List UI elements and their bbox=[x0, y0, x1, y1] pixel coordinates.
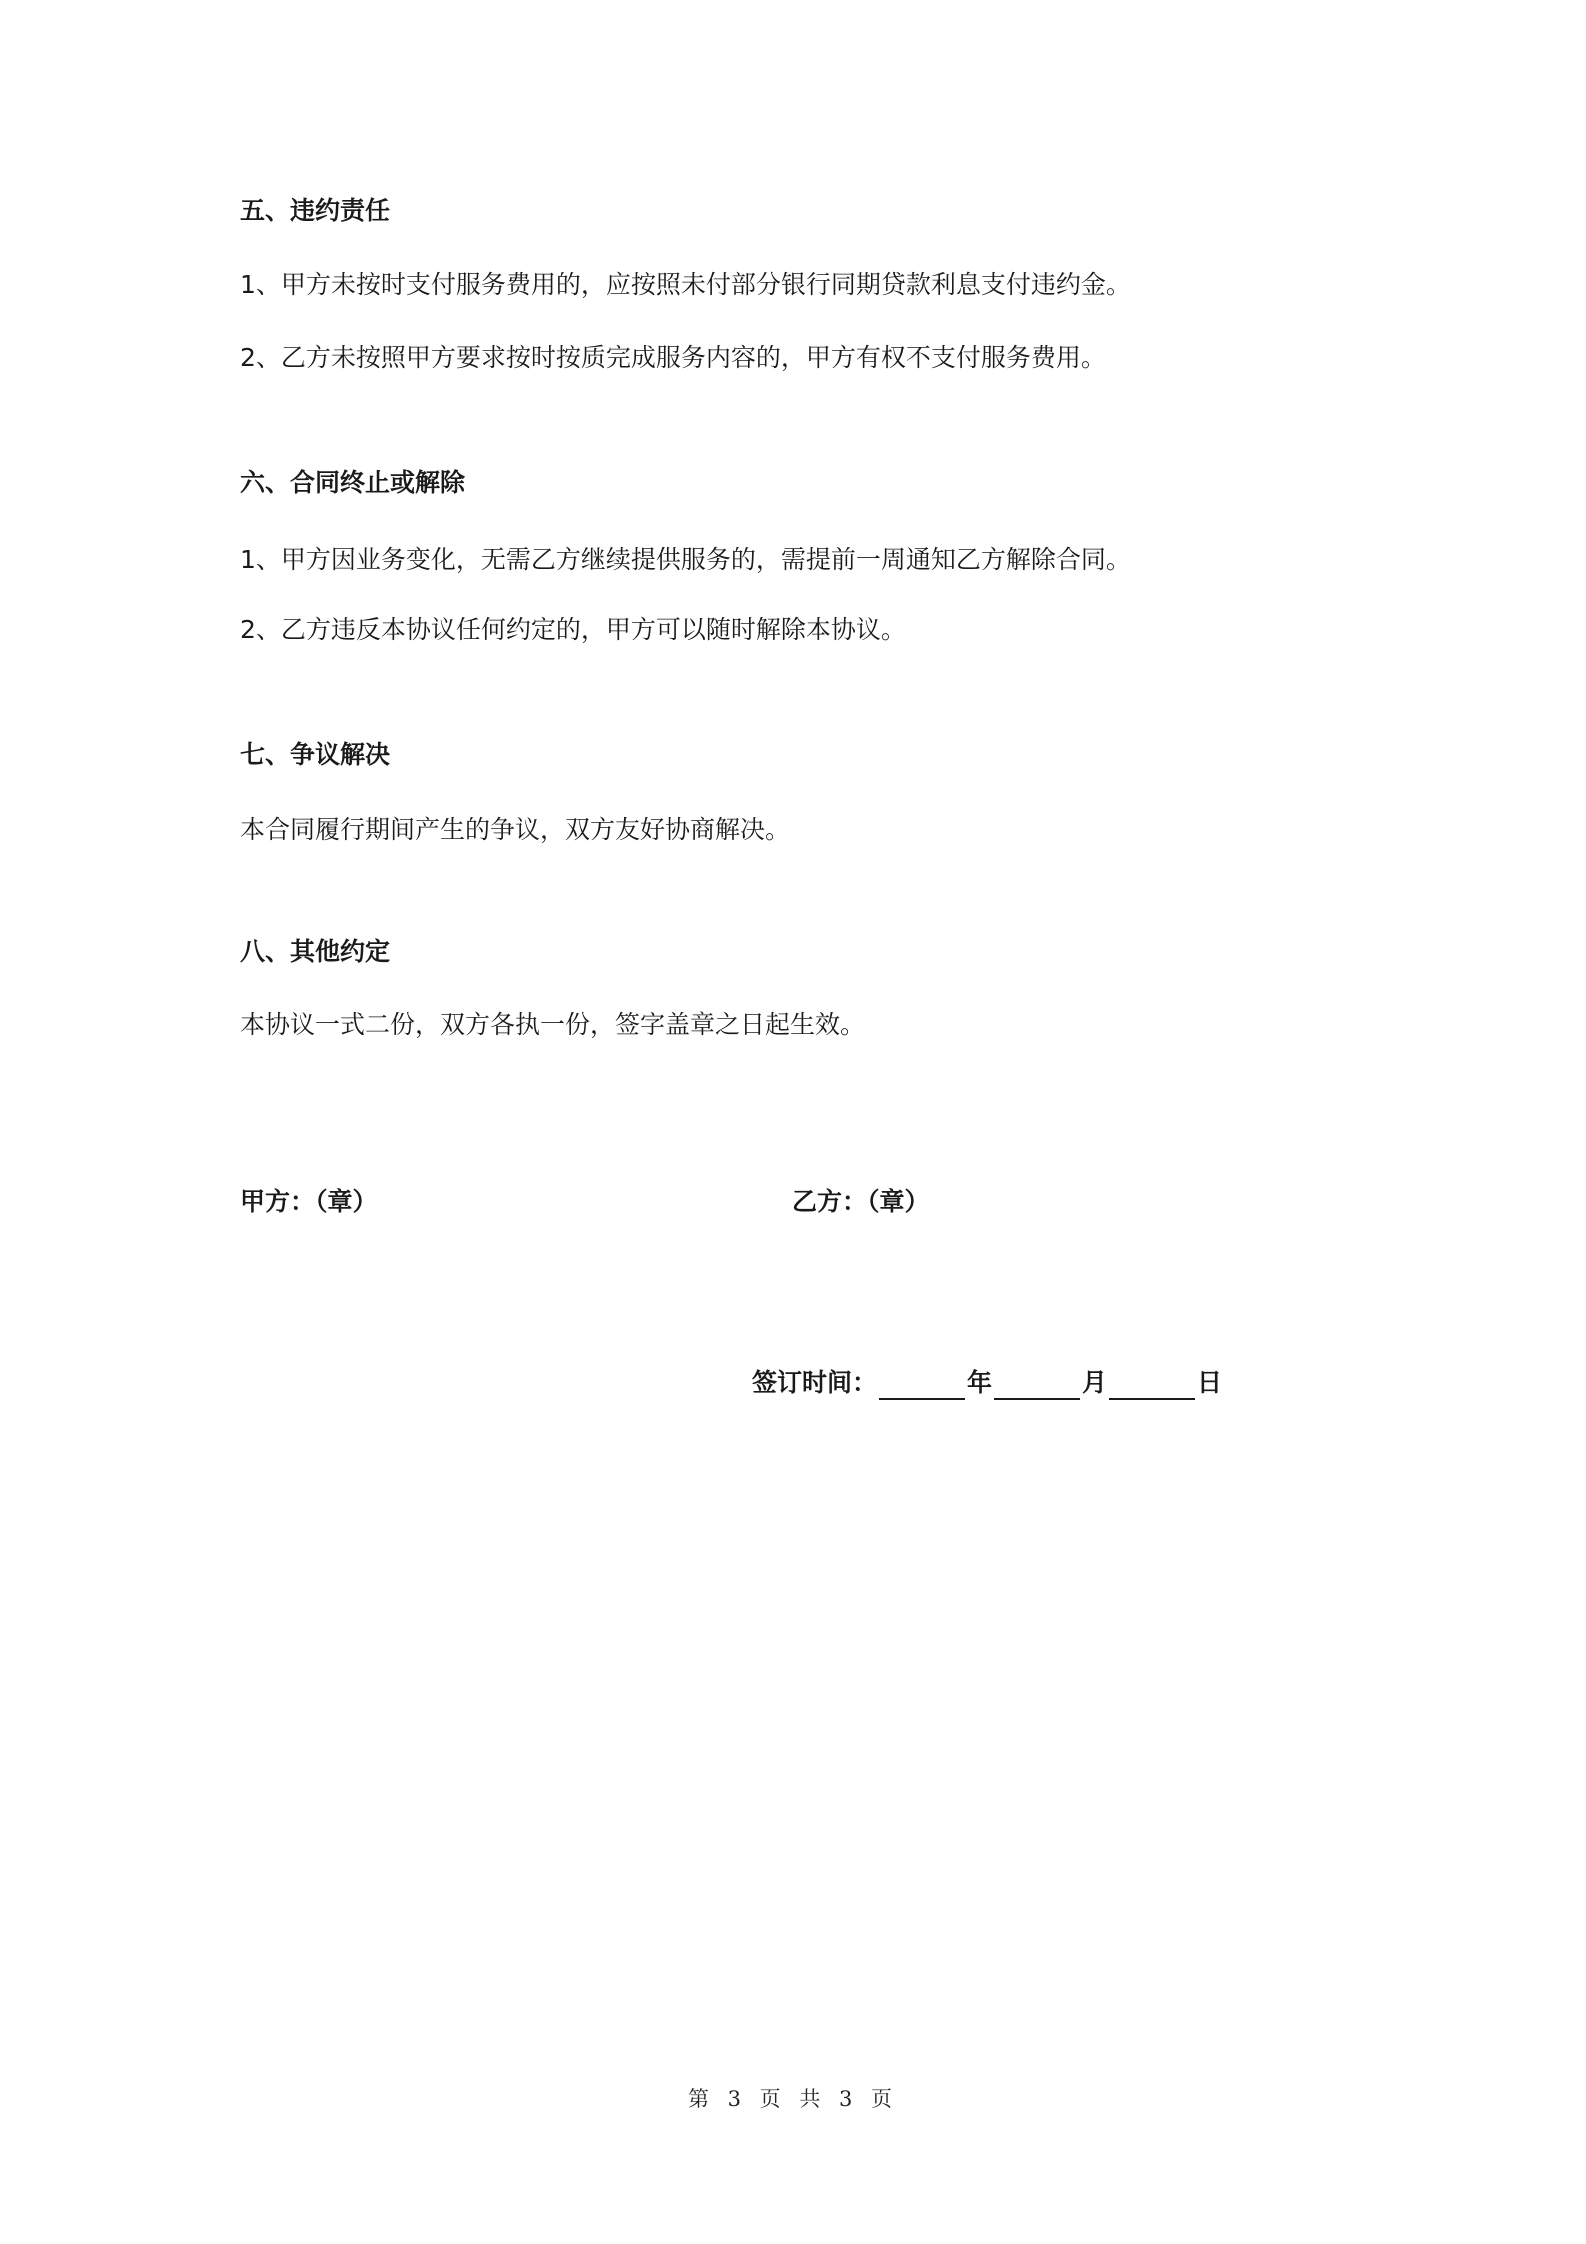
clause-breach-2: 2、乙方未按照甲方要求按时按质完成服务内容的，甲方有权不支付服务费用。 bbox=[240, 343, 1106, 372]
page-footer: 第 3 页 共 3 页 bbox=[687, 2087, 899, 2111]
party-a-signature: 甲方：（章） bbox=[240, 1187, 378, 1216]
year-label: 年 bbox=[967, 1368, 993, 1397]
day-label: 日 bbox=[1197, 1368, 1223, 1397]
clause-termination-1: 1、甲方因业务变化，无需乙方继续提供服务的，需提前一周通知乙方解除合同。 bbox=[240, 545, 1131, 574]
clause-other-1: 本协议一式二份，双方各执一份，签字盖章之日起生效。 bbox=[240, 1010, 866, 1039]
section-heading-breach: 五、违约责任 bbox=[240, 196, 391, 225]
day-blank bbox=[1109, 1372, 1195, 1400]
section-heading-other: 八、其他约定 bbox=[240, 937, 391, 966]
party-b-signature: 乙方：（章） bbox=[792, 1187, 930, 1216]
section-heading-dispute: 七、争议解决 bbox=[240, 740, 391, 769]
signing-date-row bbox=[752, 1366, 1222, 1400]
year-blank bbox=[879, 1372, 965, 1400]
signing-date-label: 签订时间： bbox=[752, 1368, 878, 1397]
month-blank bbox=[994, 1372, 1080, 1400]
clause-dispute-1: 本合同履行期间产生的争议，双方友好协商解决。 bbox=[240, 815, 791, 844]
clause-termination-2: 2、乙方违反本协议任何约定的，甲方可以随时解除本协议。 bbox=[240, 615, 906, 644]
month-label: 月 bbox=[1082, 1368, 1108, 1397]
section-heading-termination: 六、合同终止或解除 bbox=[240, 468, 466, 497]
clause-breach-1: 1、甲方未按时支付服务费用的，应按照未付部分银行同期贷款利息支付违约金。 bbox=[240, 270, 1131, 299]
